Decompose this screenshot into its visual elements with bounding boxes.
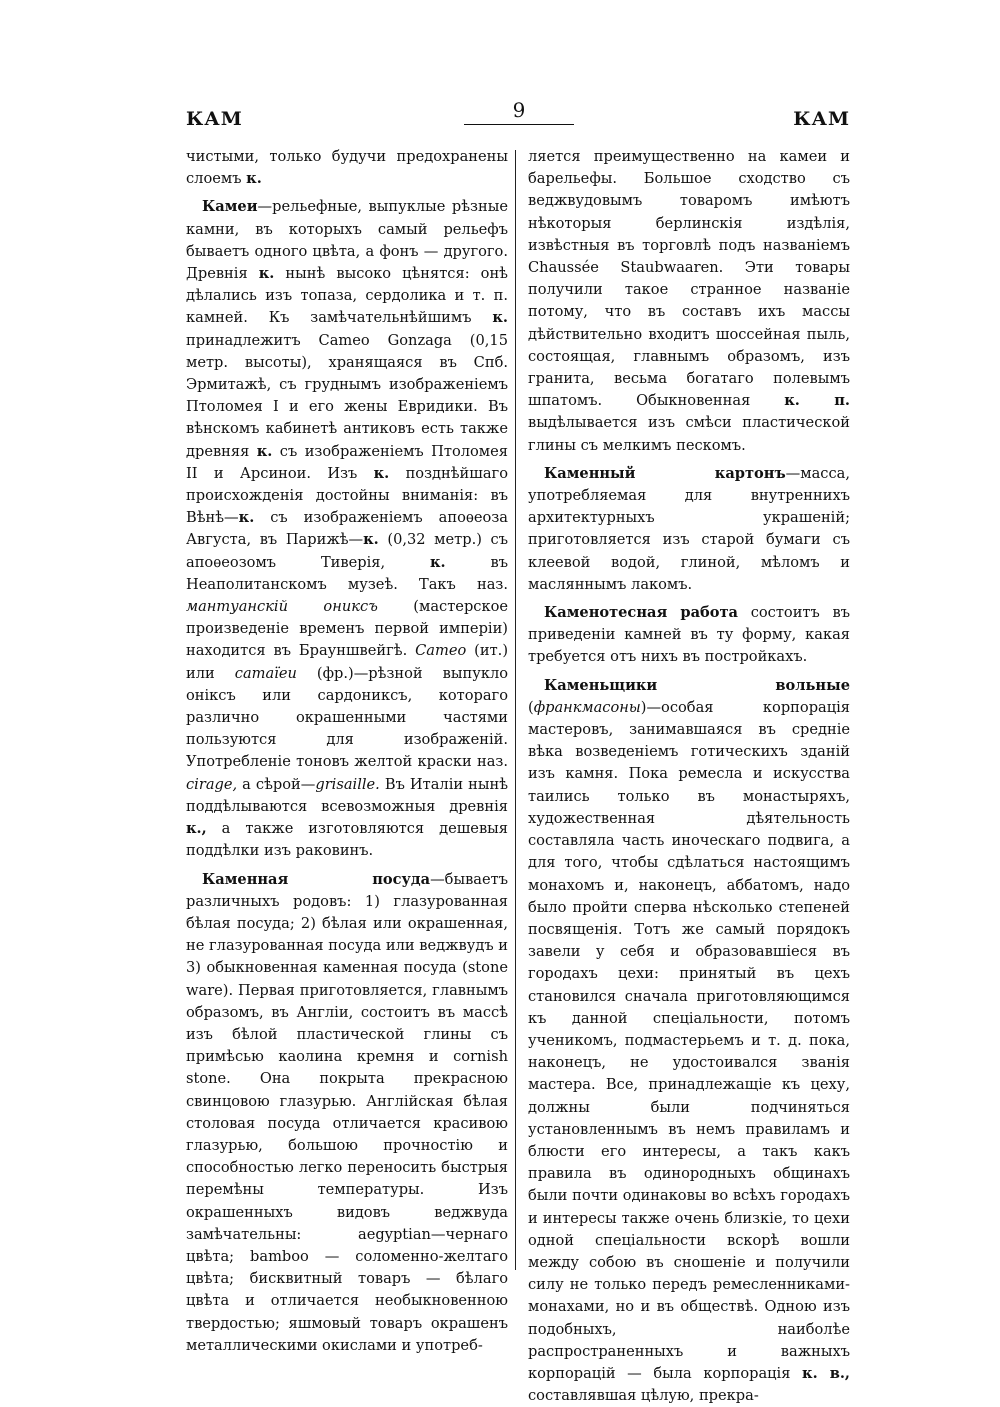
entry-text: выдѣлывается изъ смѣси пластической глины съ мелкимъ пескомъ. xyxy=(528,414,850,454)
entry-text: а также изготовляются дешевыя поддѣлки изъ раковинъ. xyxy=(186,820,508,860)
entry-text: —бываетъ различныхъ родовъ: 1) глазурованная бѣлая посуда; 2) бѣлая или окрашенная, не глазурованная посуда или веджвудъ и 3) обыкновенная каменная посуда (stone ware). Первая приготовляется, главнымъ образомъ, въ Англіи, состоитъ въ массѣ изъ бѣлой пластической глины съ примѣсью каолина кремня и cornish stone. Она покрыта прекрасною свинцовою глазурью. Англійская бѣлая столовая посуда отличается красивою глазурью, большою прочностію и способностью легко переносить быстрыя перемѣны температуры. Изъ окрашенныхъ видовъ веджвуда замѣчательны: aegyptian—чернаго цвѣта; bamboo — соломенно-желтаго цвѣта; бисквитный товаръ — бѣлаго цвѣта и отличается необыкновенною твердостью; яшмовый товаръ окрашенъ металлическими окислами и употреб- xyxy=(186,870,508,1354)
abbreviation: к. xyxy=(373,464,390,482)
italic-term: cirage, xyxy=(186,775,238,793)
italic-term: Cameo xyxy=(415,642,467,660)
entry-headword: Каменная посуда xyxy=(202,870,431,888)
abbreviation: к. xyxy=(246,170,262,188)
entry-text: ( xyxy=(528,698,534,716)
continuation-paragraph xyxy=(528,146,850,457)
entry-text: Въ Италіи нынѣ поддѣлываются всевозможныя древнія xyxy=(186,775,508,815)
entry-kamei xyxy=(186,196,508,862)
paragraph-text: чистыми, только будучи предохранены слоемъ xyxy=(186,148,508,188)
column-divider xyxy=(515,150,516,1270)
italic-term: франкмасоны xyxy=(533,698,641,716)
entry-headword: Камеи xyxy=(202,198,258,216)
abbreviation: к. xyxy=(430,553,446,571)
page-number: 9 xyxy=(464,98,574,125)
entry-text: принадлежитъ Cameo Gonzaga (0,15 метр. высоты), хранящаяся въ Спб. Эрмитажѣ, съ груднымъ изображеніемъ Птоломея I и его жены Евридики. Въ вѣнскомъ кабинетѣ антиковъ есть также древняя xyxy=(186,331,508,460)
entry-text: въ Неаполитанскомъ музеѣ. Такъ наз. xyxy=(186,553,508,593)
abbreviation: к. xyxy=(258,265,275,283)
header-left-word: КАМ xyxy=(186,108,243,130)
italic-term: camaïeu xyxy=(234,664,297,682)
entry-kamenotesnaya-rabota xyxy=(528,602,850,669)
entry-text: (мастерское произведеніе временъ первой имперіи) находится въ Брауншвейгѣ. xyxy=(186,598,508,660)
left-column xyxy=(186,146,509,1354)
entry-text: ляется преимущественно на камеи и барельефы. Большое сходство съ веджвудовымъ товаромъ имѣютъ нѣкоторыя берлинскія издѣлія, извѣстныя въ торговлѣ подъ названіемъ Chaussée Staubwaaren. Эти товары получили такое странное названіе потому, что въ составъ ихъ массы дѣйствительно входитъ шоссейная пыль, состоящая, главнымъ образомъ, изъ гранита, весьма богатаго полевымъ шпатомъ. Обыкновенная xyxy=(528,148,850,410)
entry-headword: Каменный картонъ xyxy=(544,464,786,482)
entry-text: состоитъ въ приведеніи камней въ ту форму, какая требуется отъ нихъ въ постройкахъ. xyxy=(528,604,850,666)
entry-text: позднѣйшаго происхожденія достойны вниманія: въ Вѣнѣ— xyxy=(186,464,508,527)
entry-headword: Каменотесная работа xyxy=(544,604,739,622)
italic-term: grisaille. xyxy=(315,775,380,793)
header-right-word: КАМ xyxy=(793,108,850,130)
entry-text: —рельефные, выпуклые рѣзные камни, въ которыхъ самый рельефъ бываетъ одного цвѣта, а фонъ — другого. Древнія xyxy=(186,198,508,283)
entry-text: )—особая корпорація мастеровъ, занимавшаяся въ средніе вѣка возведеніемъ готическихъ зданій изъ камня. Пока ремесла и искусства таились только въ монастыряхъ, художественная дѣятельность составляла часть иноческаго подвига, а для того, чтобы сдѣлаться настоящимъ монахомъ и, наконецъ, аббатомъ, надо было пройти сперва нѣсколько степеней посвященія. Тотъ же самый порядокъ завели у себя и образовавшіеся въ городахъ цехи: принятый въ цехъ становился сначала приготовляющимся къ данной спеціальности, потомъ ученикомъ, подмастерьемъ и т. д. пока, наконецъ, не удостоивался званія мастера. Все, принадлежащіе къ цеху, должны были подчиняться установленнымъ въ немъ правиламъ и блюсти его интересы, а такъ какъ правила въ одинородныхъ общинахъ были почти одинаковы во всѣхъ городахъ и интересы также очень близкіе, то цехи одной спеціальности вскорѣ вошли между собою въ сношеніе и получили силу не только передъ ремесленниками-монахами, но и въ обществѣ. Одною изъ подобныхъ, наиболѣе распространенныхъ и важныхъ корпорацій — была корпорація xyxy=(528,698,850,1382)
entry-text: а сѣрой— xyxy=(237,775,316,793)
abbreviation: к. п. xyxy=(784,392,850,410)
abbreviation: к. xyxy=(492,309,508,327)
entry-kamennyi-karton xyxy=(528,463,850,596)
entry-text: съ изображеніемъ апоѳеоза Августа, въ Парижѣ— xyxy=(186,509,508,549)
entry-text: съ изображеніемъ Птоломея II и Арсинои. Изъ xyxy=(186,442,508,482)
continuation-paragraph xyxy=(186,146,508,190)
abbreviation: к., xyxy=(186,820,207,838)
entry-headword: Каменьщики вольные xyxy=(544,676,850,694)
abbreviation: к. xyxy=(363,531,379,549)
entry-text: (ит.) или xyxy=(186,642,509,682)
entry-text: (0,32 метр.) съ апоѳеозомъ Тиверія, xyxy=(186,531,508,571)
italic-term: мантуанскій ониксъ xyxy=(186,598,378,616)
abbreviation: к. xyxy=(256,442,273,460)
abbreviation: к. xyxy=(238,509,255,527)
abbreviation: к. в., xyxy=(802,1364,850,1382)
entry-text: составлявшая цѣлую, прекра- xyxy=(528,1387,759,1405)
entry-text: нынѣ высоко цѣнятся: онѣ дѣлались изъ топаза, сердолика и т. п. камней. Къ замѣчательнѣйшимъ xyxy=(186,265,508,327)
running-header xyxy=(186,98,850,138)
entry-text: —масса, употребляемая для внутреннихъ архитектурныхъ украшеній; приготовляется изъ старой бумаги съ клеевой водой, глиной, мѣломъ и масляннымъ лакомъ. xyxy=(528,464,850,593)
entry-kamennaya-posuda xyxy=(186,869,508,1357)
entry-text: (фр.)—рѣзной выпукло оніксъ или сардониксъ, котораго различно окрашенными частями пользуются для изображеній. Употребленіе тоновъ желтой краски наз. xyxy=(186,664,508,771)
entry-kamenshchiki-volnye xyxy=(528,675,850,1407)
right-column xyxy=(528,146,850,1405)
